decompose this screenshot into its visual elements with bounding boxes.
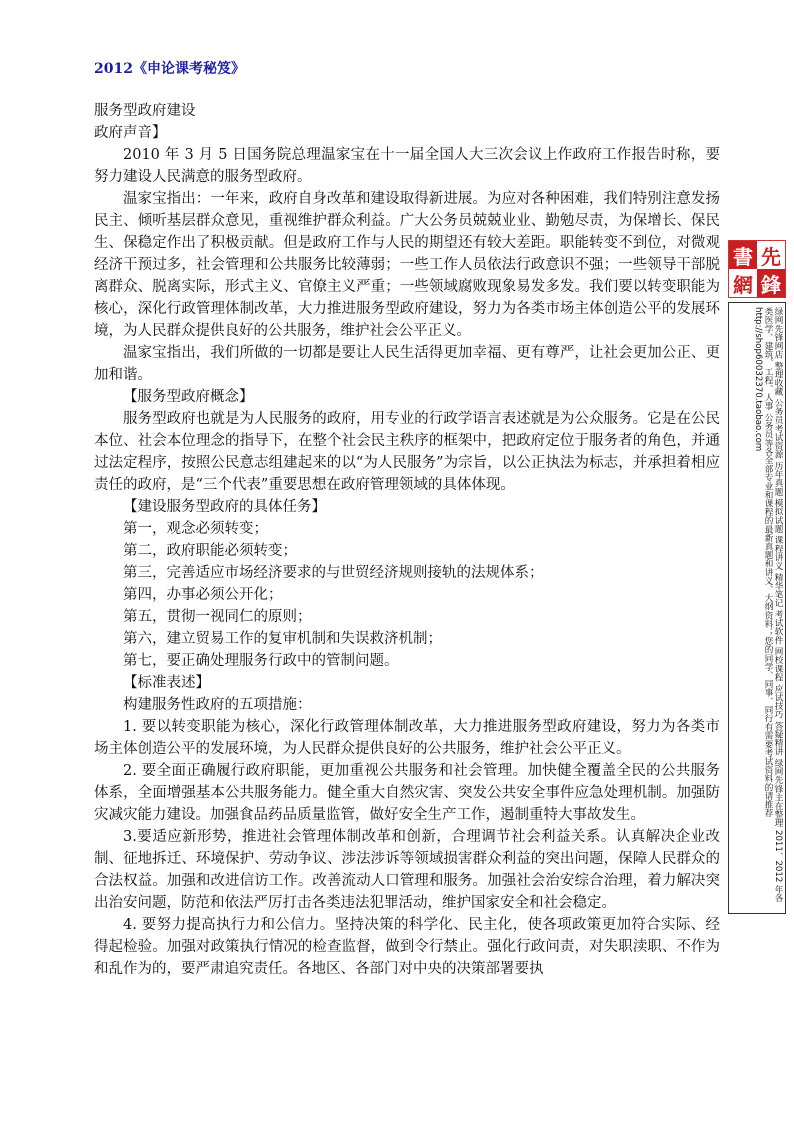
paragraph: 服务型政府也就是为人民服务的政府，用专业的行政学语言表述就是为公众服务。它是在公民本位、社会本位理念的指导下，在整个社会民主秩序的框架中，把政府定位于服务者的角色，并通过法定程序，按照公民意志组建起来的以“为人民服务”为宗旨，以公正执法为标志，并承担着相应责任的政府，是“三个代表”重要思想在政府管理领域的具体体现。 bbox=[94, 411, 720, 493]
list-item: 第七，要正确处理服务行政中的管制问题。 bbox=[123, 653, 399, 669]
paragraph: 【服务型政府概念】 bbox=[123, 389, 254, 405]
paragraph: 服务型政府建设 bbox=[94, 103, 196, 119]
paragraph: 构建服务性政府的五项措施： bbox=[123, 697, 312, 713]
logo-char: 網 bbox=[729, 269, 757, 297]
paragraph: 2. 要全面正确履行政府职能，更加重视公共服务和社会管理。加快健全覆盖全民的公共服务体系，全面增强基本公共服务能力。健全重大自然灾害、突发公共安全事件应急处理机制。加强防灾减灾能力建设。加强食品药品质量监管，做好安全生产工作，遏制重特大事故发生。 bbox=[94, 763, 720, 823]
sidebar-ad[interactable] bbox=[728, 240, 788, 914]
paragraph: 2010 年 3 月 5 日国务院总理温家宝在十一届全国人大三次会议上作政府工作报告时称，要努力建设人民满意的服务型政府。 bbox=[94, 147, 720, 185]
paragraph: 【标准表述】 bbox=[123, 675, 210, 691]
ad-text-box bbox=[728, 302, 786, 914]
list-item: 第一，观念必须转变； bbox=[123, 521, 268, 537]
list-item: 第二，政府职能必须转变； bbox=[123, 543, 297, 559]
list-item: 第六，建立贸易工作的复审机制和失误救济机制； bbox=[123, 631, 442, 647]
logo-char: 鋒 bbox=[757, 269, 785, 297]
list-item: 第四，办事必须公开化； bbox=[123, 587, 283, 603]
paragraph: 1. 要以转变职能为核心，深化行政管理体制改革，大力推进服务型政府建设，努力为各类市场主体创造公平的发展环境，为人民群众提供良好的公共服务，维护社会公平正义。 bbox=[94, 719, 720, 757]
paragraph: 3.要适应新形势，推进社会管理体制改革和创新，合理调节社会利益关系。认真解决企业改制、征地拆迁、环境保护、劳动争议、涉法涉诉等领域损害群众利益的突出问题，保障人民群众的合法权益。加强和改进信访工作。改善流动人口管理和服务。加强社会治安综合治理，着力解决突出治安问题，防范和依法严厉打击各类违法犯罪活动，维护国家安全和社会稳定。 bbox=[94, 829, 720, 911]
document-header: 2012《申论课考秘笈》 bbox=[94, 61, 245, 77]
list-item: 第三，完善适应市场经济要求的与世贸经济规则接轨的法规体系； bbox=[123, 565, 544, 581]
paragraph: 4. 要努力提高执行力和公信力。坚持决策的科学化、民主化，使各项政策更加符合实际、经得起检验。加强对政策执行情况的检查监督，做到令行禁止。强化行政问责，对失职渎职、不作为和乱作为的，要严肃追究责任。各地区、各部门对中央的决策部署要执 bbox=[94, 917, 720, 977]
bookstore-logo bbox=[728, 240, 786, 298]
paragraph: 温家宝指出：一年来，政府自身改革和建设取得新进展。为应对各种困难，我们特别注意发扬民主、倾听基层群众意见，重视维护群众利益。广大公务员兢兢业业、勤勉尽责，为保增长、保民生、保稳定作出了积极贡献。但是政府工作与人民的期望还有较大差距。职能转变不到位，对微观经济干预过多，社会管理和公共服务比较薄弱；一些工作人员依法行政意识不强；一些领导干部脱离群众、脱离实际，形式主义、官僚主义严重；一些领域腐败现象易发多发。我们要以转变职能为核心，深化行政管理体制改革，大力推进服务型政府建设，努力为各类市场主体创造公平的发展环境，为人民群众提供良好的公共服务，维护社会公平正义。 bbox=[94, 191, 720, 339]
logo-char: 書 bbox=[729, 241, 757, 269]
paragraph: 温家宝指出，我们所做的一切都是要让人民生活得更加幸福、更有尊严，让社会更加公正、更加和谐。 bbox=[94, 345, 720, 383]
paragraph: 政府声音】 bbox=[94, 125, 167, 141]
list-item: 第五，贯彻一视同仁的原则； bbox=[123, 609, 312, 625]
ad-text: 绿网先锋网店 整理收藏 公务员考试资源 历年真题 模拟试题 课程讲义 精华笔记 考试软件 网校课程 应试技巧 答疑精讲 绿网先锋主在整理 2011、2012 年各类医学、建筑、工程、人事 公务员等各全部专业和课程的最新真题和讲义、大纲资料；您的同学、同事、同行有需要考试资料的请推荐 http://shop60032370.taobao.com bbox=[753, 307, 783, 903]
paragraph: 【建设服务型政府的具体任务】 bbox=[123, 499, 326, 515]
logo-char: 先 bbox=[757, 241, 785, 269]
document-body bbox=[94, 100, 720, 980]
